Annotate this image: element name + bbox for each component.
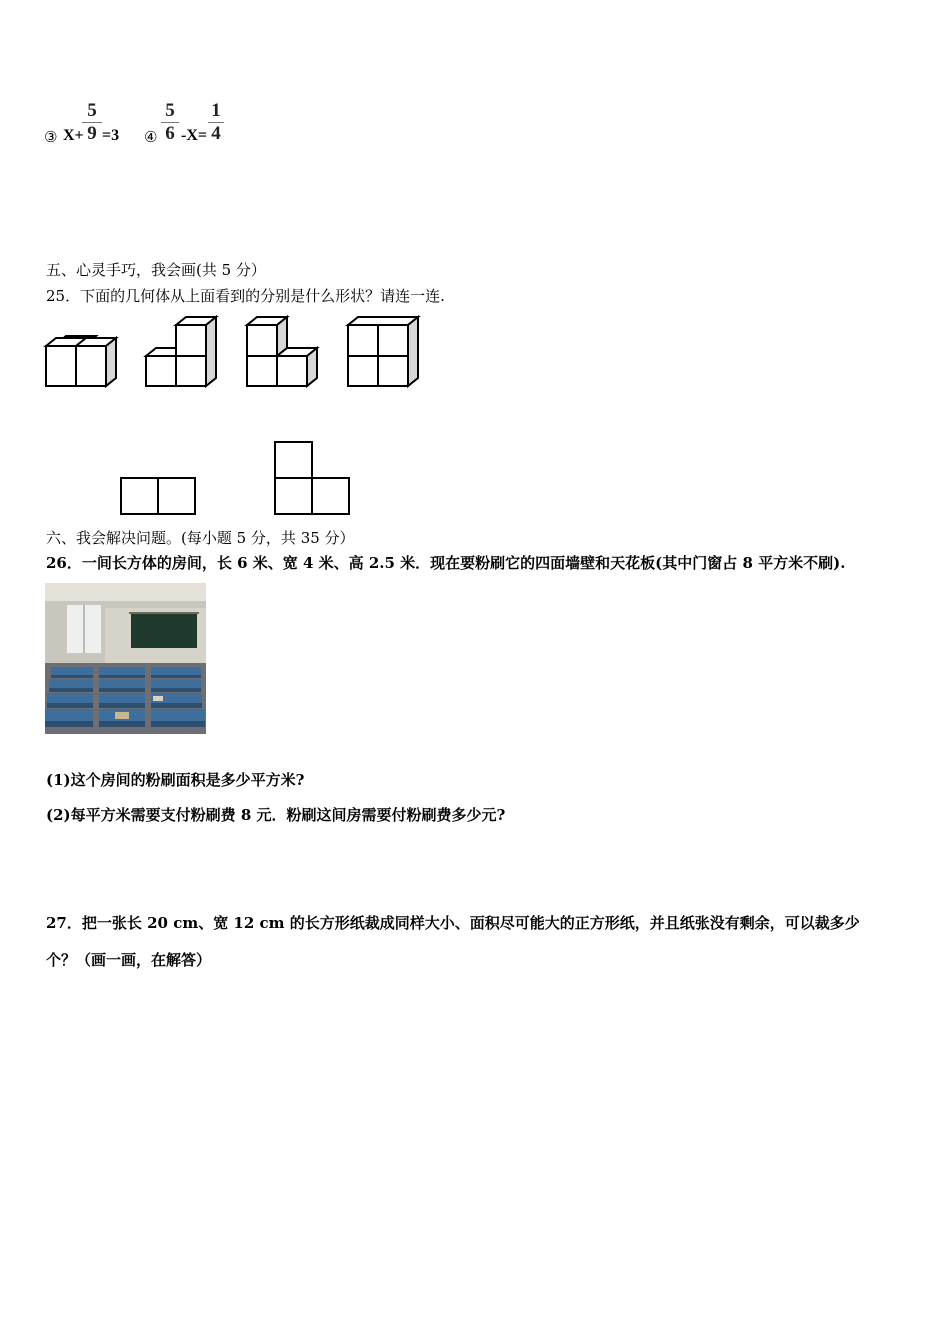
top-view-figures <box>115 437 360 519</box>
solid-figure-1 <box>46 336 116 386</box>
section-6-heading: 六、我会解决问题。(每小题 5 分，共 35 分） <box>46 529 355 547</box>
equation-marker: ④ <box>144 128 158 146</box>
question-25: 25．下面的几何体从上面看到的分别是什么形状？请连一连. <box>46 287 445 305</box>
question-26-part-1: (1)这个房间的粉刷面积是多少平方米? <box>46 771 305 789</box>
numerator: 5 <box>165 100 175 121</box>
equation-4 <box>144 101 244 151</box>
section-5-heading: 五、心灵手巧，我会画(共 5 分） <box>46 261 266 279</box>
solid-figure-3 <box>247 317 317 386</box>
denominator: 4 <box>211 123 221 144</box>
equation-mid: -X= <box>181 127 207 144</box>
denominator: 6 <box>165 123 175 144</box>
equation-marker: ③ <box>44 128 58 146</box>
cube-figures <box>40 312 430 392</box>
fraction-5-6 <box>161 101 179 144</box>
equation-left: X+ <box>63 127 84 144</box>
numerator: 5 <box>87 100 97 121</box>
top-view-two-squares <box>121 478 195 514</box>
top-view-l-shape <box>275 442 349 514</box>
question-27-line-2: 个？（画一画，在解答） <box>46 951 212 969</box>
question-26-part-2: (2)每平方米需要支付粉刷费 8 元．粉刷这间房需要付粉刷费多少元? <box>46 806 506 824</box>
question-27-line-1: 27．把一张长 20 cm、宽 12 cm 的长方形纸裁成同样大小、面积尽可能大的正方形纸，并且纸张没有剩余，可以裁多少 <box>46 914 860 932</box>
solid-figure-4 <box>348 317 418 386</box>
question-26: 26．一间长方体的房间，长 6 米、宽 4 米、高 2.5 米．现在要粉刷它的四面墙壁和天花板(其中门窗占 8 平方米不刷). <box>46 554 846 572</box>
fraction-1-4 <box>208 101 224 144</box>
fraction-5-9 <box>82 101 102 144</box>
denominator: 9 <box>87 123 97 144</box>
solid-figure-2 <box>146 317 216 386</box>
equation-right: =3 <box>102 127 120 144</box>
numerator: 1 <box>211 100 221 121</box>
equation-3 <box>44 101 144 151</box>
classroom-photo <box>45 583 206 734</box>
